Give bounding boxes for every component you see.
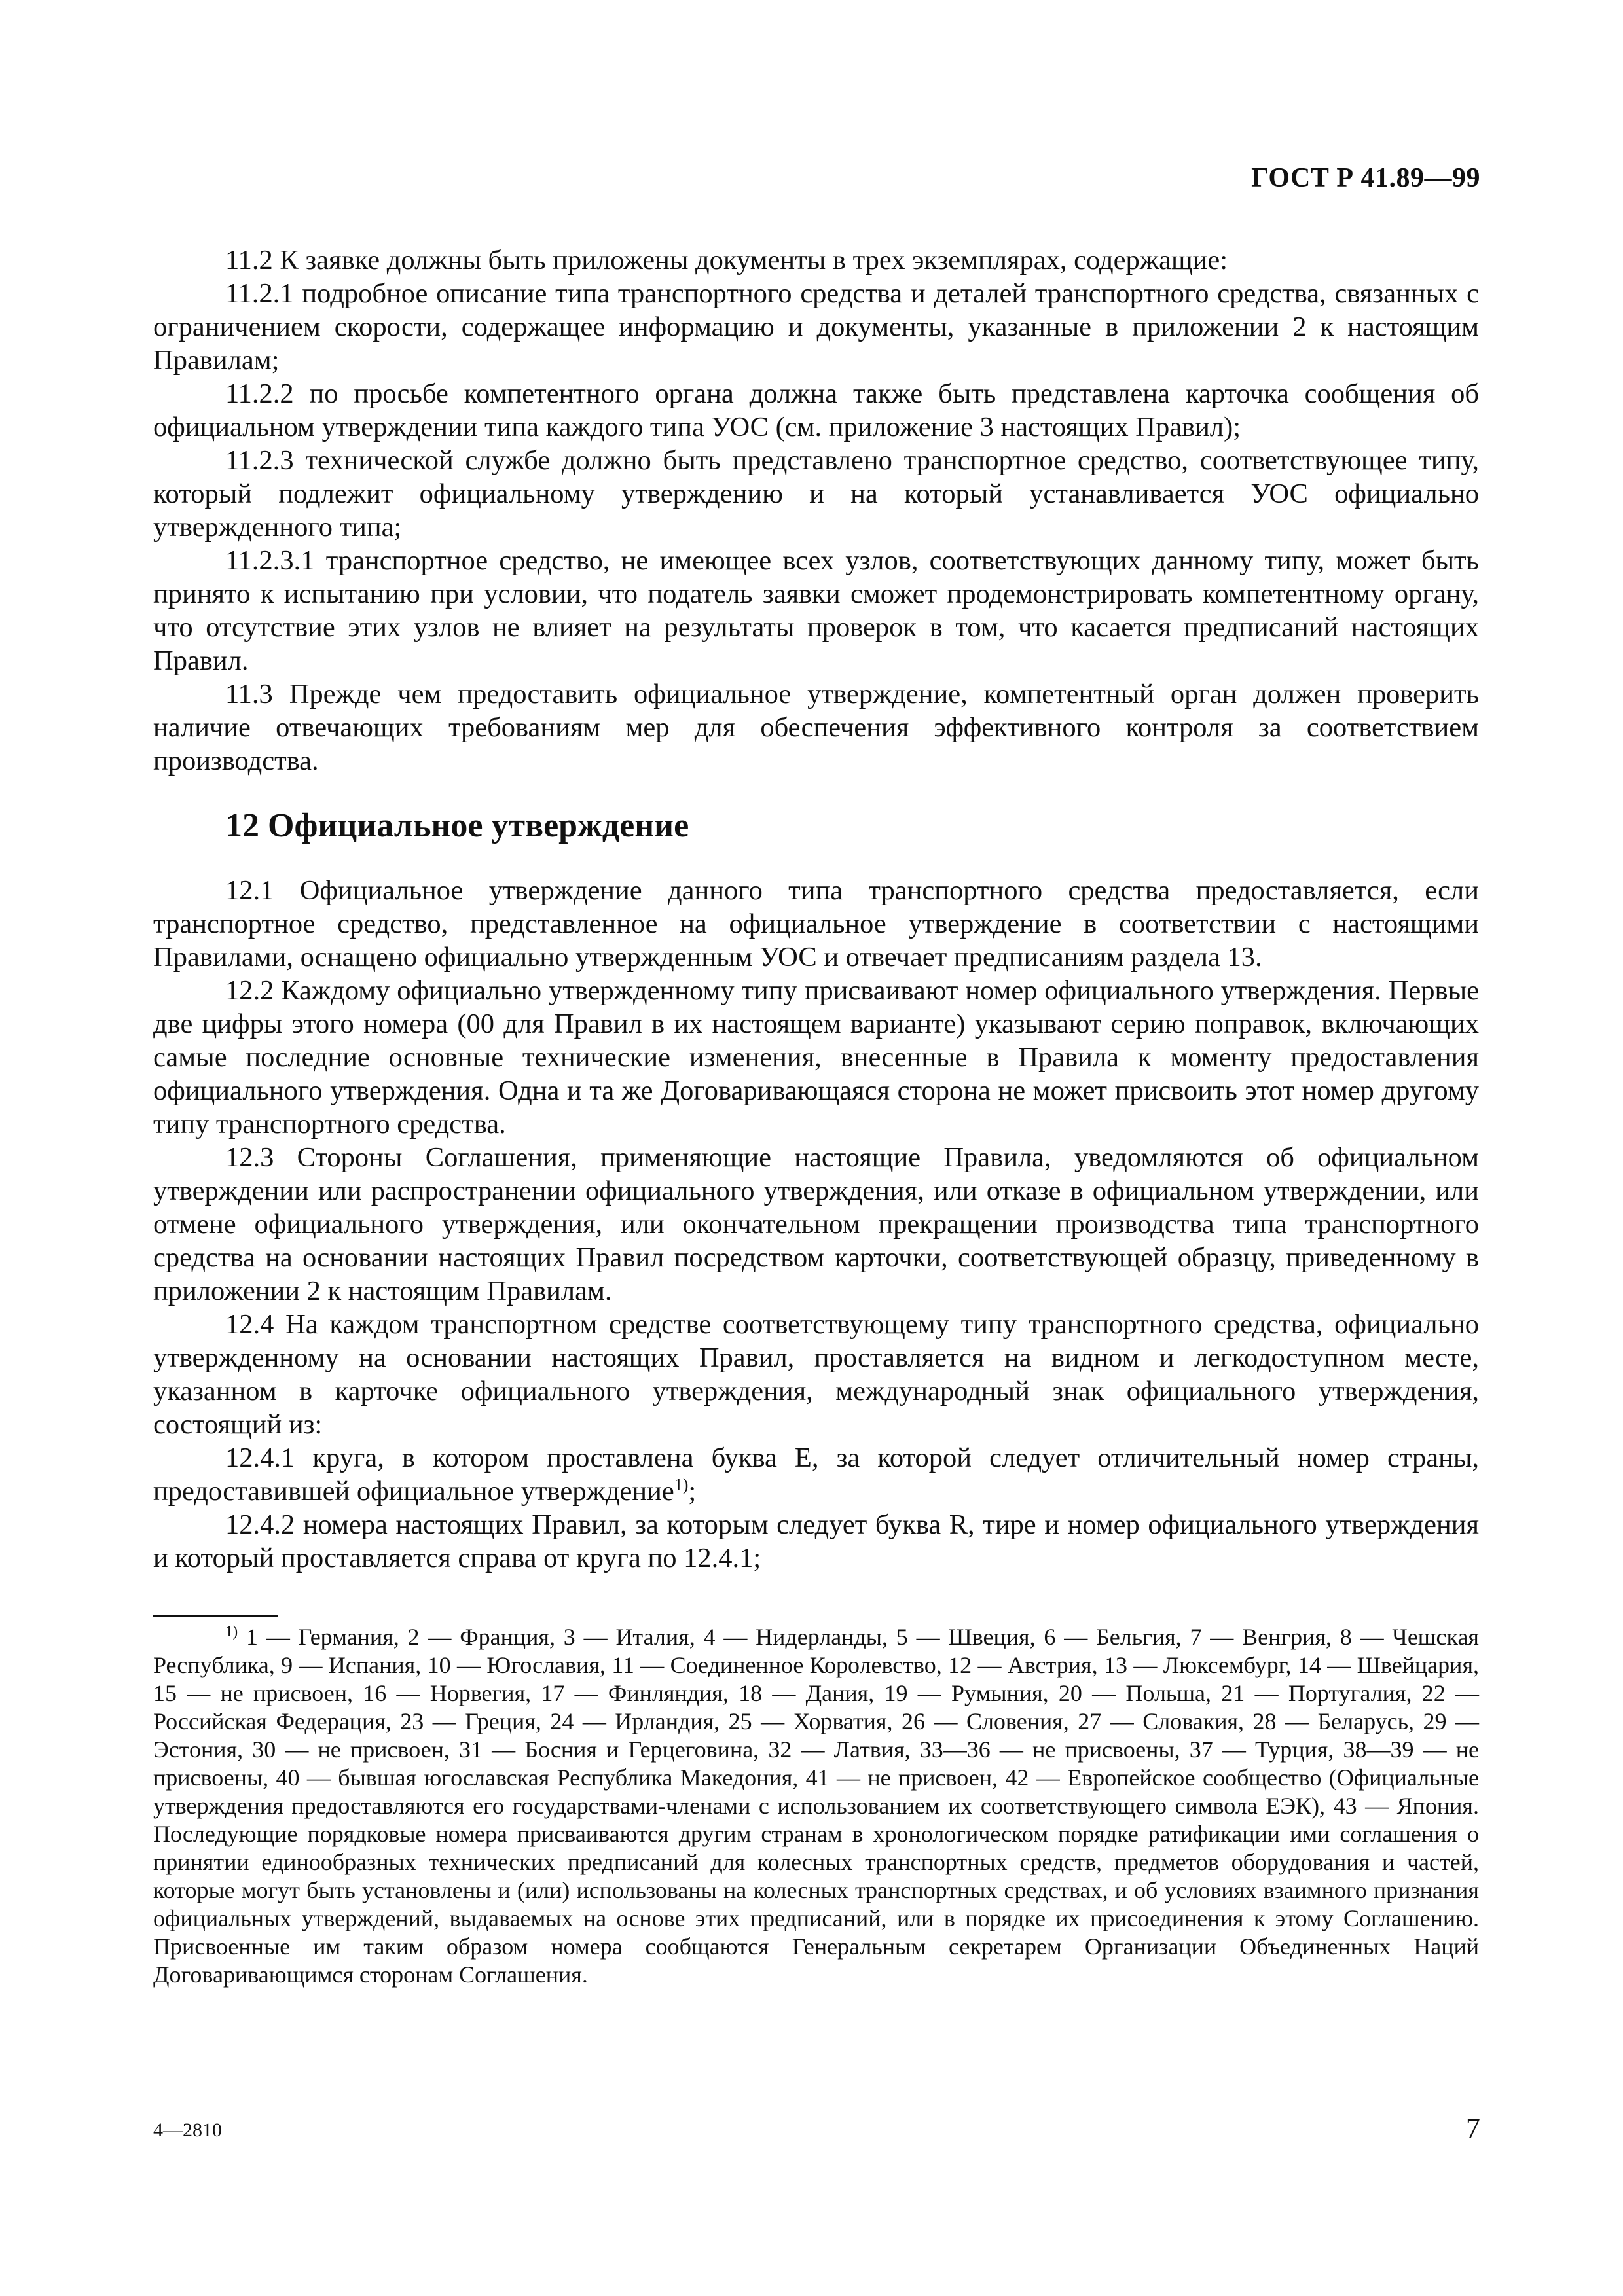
document-code: ГОСТ Р 41.89—99 (1251, 163, 1480, 193)
paragraph-11-3: 11.3 Прежде чем предоставить официальное утверждение, компетентный орган должен проверить наличие отвечающих требованиям мер для обеспечения эффективного контроля за соответствием производства. (153, 679, 1479, 776)
footnote-divider (153, 1615, 278, 1617)
footnote (153, 1623, 1479, 1989)
paragraph-12-2: 12.2 Каждому официально утвержденному типу присваивают номер официального утверждения. Первые две цифры этого номера (00 для Правил в их настоящем варианте) указывают серию поправок, включающих самые последние основные технические изменения, внесенные в Правила к моменту предоставления официального утверждения. Одна и та же Договаривающаяся сторона не может присвоить этот номер другому типу транспортного средства. (153, 975, 1479, 1139)
print-code: 4—2810 (153, 2119, 222, 2141)
paragraph-11-2: 11.2 К заявке должны быть приложены документы в трех экземплярах, содержащие: (225, 245, 1228, 276)
section-title: 12 Официальное утверждение (225, 807, 689, 844)
page-number: 7 (1466, 2112, 1480, 2144)
paragraph-12-4-1-tail: ; (688, 1476, 697, 1507)
paragraph-12-4: 12.4 На каждом транспортном средстве соответствующему типу транспортного средства, официально утвержденному на основании настоящих Правил, проставляется на видном и легкодоступном месте, указанном в карточке официального утверждения, международный знак официального утверждения, состоящий из: (153, 1309, 1479, 1440)
body-text-bottom (153, 874, 1479, 1575)
paragraph-12-1: 12.1 Официальное утверждение данного типа транспортного средства предоставляется, если транспортное средство, представленное на официальное утверждение в соответствии с настоящими Правилами, оснащено официально утвержденным УОС и отвечает предписаниям раздела 13. (153, 875, 1479, 973)
paragraph-11-2-3: 11.2.3 технической службе должно быть представлено транспортное средство, соответствующее типу, который подлежит официальному утверждению и на который устанавливается УОС официально утвержденного типа; (153, 445, 1479, 543)
paragraph-11-2-3-1: 11.2.3.1 транспортное средство, не имеющее всех узлов, соответствующих данному типу, может быть принято к испытанию при условии, что податель заявки сможет продемонстрировать компетентному органу, что отсутствие этих узлов не влияет на результаты проверок в том, что касается предписаний настоящих Правил. (153, 545, 1479, 676)
paragraph-11-2-1: 11.2.1 подробное описание типа транспортного средства и деталей транспортного средства, связанных с ограничением скорости, содержащее информацию и документы, указанные в приложении 2 к настоящим Правилам; (153, 278, 1479, 376)
paragraph-12-4-1-text: 12.4.1 круга, в котором проставлена буква E, за которой следует отличительный номер страны, предоставившей официальное утверждение (153, 1443, 1479, 1507)
body-text-top (153, 243, 1479, 778)
paragraph-12-4-1 (153, 1441, 1479, 1508)
paragraph-11-2-2: 11.2.2 по просьбе компетентного органа должна также быть представлена карточка сообщения об официальном утверждении типа каждого типа УОС (см. приложение 3 настоящих Правил); (153, 378, 1479, 442)
paragraph-12-4-2: 12.4.2 номера настоящих Правил, за которым следует буква R, тире и номер официального утверждения и который проставляется справа от круга по 12.4.1; (153, 1509, 1479, 1573)
footnote-marker: 1) (225, 1623, 238, 1640)
footnote-text: 1 — Германия, 2 — Франция, 3 — Италия, 4 — Нидерланды, 5 — Швеция, 6 — Бельгия, 7 — Венгрия, 8 — Чешская Республика, 9 — Испания, 10 — Югославия, 11 — Соединенное Королевство, 12 — Австрия, 13 — Люксембург, 14 — Швейцария, 15 — не присвоен, 16 — Норвегия, 17 — Финляндия, 18 — Дания, 19 — Румыния, 20 — Польша, 21 — Португалия, 22 — Российская Федерация, 23 — Греция, 24 — Ирландия, 25 — Хорватия, 26 — Словения, 27 — Словакия, 28 — Беларусь, 29 — Эстония, 30 — не присвоен, 31 — Босния и Герцеговина, 32 — Латвия, 33—36 — не присвоены, 37 — Турция, 38—39 — не присвоены, 40 — бывшая югославская Республика Македония, 41 — не присвоен, 42 — Европейское сообщество (Официальные утверждения предоставляются его государствами-членами с использованием их соответствующего символа ЕЭК), 43 — Япония. Последующие порядковые номера присваиваются другим странам в хронологическом порядке ратификации ими соглашения о принятии единообразных технических предписаний для колесных транспортных средств, предметов оборудования и частей, которые могут быть установлены и (или) использованы на колесных транспортных средствах, и об условиях взаимного признания официальных утверждений, выдаваемых на основе этих предписаний, или в порядке их присоединения к этому Соглашению. Присвоенные им таким образом номера сообщаются Генеральным секретарем Организации Объединенных Наций Договаривающимся сторонам Соглашения. (153, 1624, 1479, 1988)
footnote-reference: 1) (674, 1475, 689, 1494)
paragraph-12-3: 12.3 Стороны Соглашения, применяющие настоящие Правила, уведомляются об официальном утверждении или распространении официального утверждения, или отказе в официальном утверждении, или отмене официального утверждения, или окончательном прекращении производства типа транспортного средства на основании настоящих Правил посредством карточки, соответствующей образцу, приведенному в приложении 2 к настоящим Правилам. (153, 1142, 1479, 1306)
